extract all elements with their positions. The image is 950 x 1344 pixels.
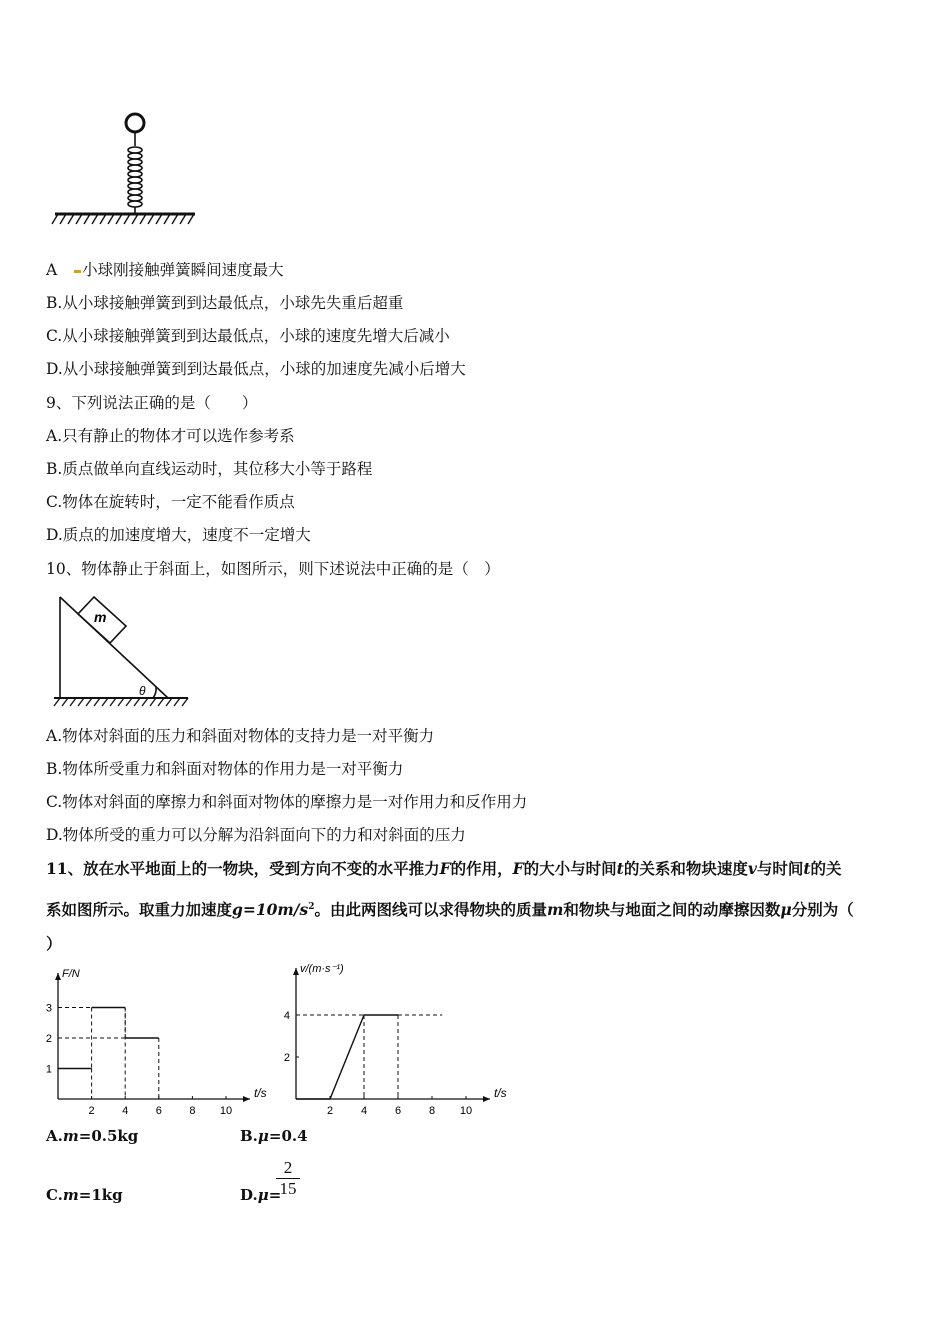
q11-option-c-value: =1kg xyxy=(78,1186,123,1204)
q11-var-t: t xyxy=(616,859,624,878)
x-tick-label: 6 xyxy=(394,1105,402,1117)
y-axis-label: v/(m·s⁻¹) xyxy=(300,963,344,975)
x-tick-label: 4 xyxy=(360,1105,368,1117)
q11-option-d-prefix: D. xyxy=(240,1186,258,1204)
q9-option-a[interactable]: A.只有静止的物体才可以选作参考系 xyxy=(46,427,295,445)
y-tick-label: 4 xyxy=(283,1010,290,1022)
y-tick-label: 2 xyxy=(283,1052,290,1064)
q11-var-t: t xyxy=(803,859,811,878)
q11-option-a-prefix: A. xyxy=(46,1127,63,1145)
q11-option-c-var: m xyxy=(62,1186,79,1204)
q11-option-a-var: m xyxy=(62,1127,79,1145)
angle-label: θ xyxy=(139,684,146,698)
q11-text: 和物块与地面之间的动摩擦因数 xyxy=(563,900,781,920)
q11-var-f: F xyxy=(512,859,524,878)
q10-option-b[interactable]: B.物体所受重力和斜面对物体的作用力是一对平衡力 xyxy=(46,760,404,778)
ball xyxy=(126,114,144,132)
q11-text: 与时间 xyxy=(756,859,804,878)
q11-option-d-fraction xyxy=(276,1158,300,1199)
q8-option-d[interactable]: D.从小球接触弹簧到到达最低点，小球的加速度先减小后增大 xyxy=(46,360,466,378)
q11-option-b-var: μ xyxy=(257,1127,269,1145)
q11-option-c-prefix: C. xyxy=(46,1186,63,1204)
q11-stem-line3: ） xyxy=(46,934,62,953)
x-tick-label: 8 xyxy=(189,1105,196,1117)
q10-stem: 10、物体静止于斜面上，如图所示，则下述说法中正确的是（ ） xyxy=(46,560,500,578)
q11-text: 的作用， xyxy=(450,859,513,878)
q11-option-a[interactable] xyxy=(46,1127,138,1145)
incline-triangle xyxy=(60,597,168,698)
q11-var-mu: μ xyxy=(780,900,792,920)
q11-text: 11、放在水平地面上的一物块，受到方向不变的水平推力 xyxy=(46,859,440,878)
q11-text: 系如图所示。取重力加速度 xyxy=(46,900,233,920)
x-tick-label: 6 xyxy=(155,1105,162,1117)
q11-option-b-value: =0.4 xyxy=(268,1127,308,1145)
ground xyxy=(52,214,195,224)
q9-option-d[interactable]: D.质点的加速度增大，速度不一定增大 xyxy=(46,526,311,544)
q11-stem-line2 xyxy=(46,897,854,920)
incline-figure xyxy=(50,592,192,710)
q11-option-d-var: μ xyxy=(257,1186,269,1204)
q8-option-a-text: 小球刚接触弹簧瞬间速度最大 xyxy=(82,261,284,279)
y-axis-label: F/N xyxy=(62,968,80,980)
q11-text: 的关 xyxy=(810,859,842,878)
x-tick-label: 10 xyxy=(219,1105,233,1117)
y-tick-label: 1 xyxy=(45,1063,52,1076)
q8-option-c[interactable]: C.从小球接触弹簧到到达最低点，小球的速度先增大后减小 xyxy=(46,327,450,345)
q11-option-b-prefix: B. xyxy=(240,1127,258,1145)
q8-option-a[interactable] xyxy=(46,260,284,280)
q8-option-b[interactable]: B.从小球接触弹簧到到达最低点，小球先失重后超重 xyxy=(46,294,404,312)
x-axis-label: t/s xyxy=(494,1086,507,1100)
y-axis-arrow xyxy=(293,968,299,975)
q11-var-v: v xyxy=(747,859,757,878)
q11-text: 的关系和物块速度 xyxy=(623,859,748,878)
x-tick-label: 8 xyxy=(428,1105,436,1117)
q11-g-value: g=10m/s xyxy=(232,900,309,920)
q10-option-a[interactable]: A.物体对斜面的压力和斜面对物体的支持力是一对平衡力 xyxy=(46,727,435,745)
fraction-denominator: 15 xyxy=(279,1179,297,1198)
velocity-time-chart xyxy=(278,962,518,1120)
x-tick-label: 2 xyxy=(326,1105,334,1117)
q11-option-c[interactable] xyxy=(46,1186,123,1204)
q9-option-b[interactable]: B.质点做单向直线运动时，其位移大小等于路程 xyxy=(46,460,373,478)
q11-text: 。由此两图线可以求得物块的质量 xyxy=(314,900,547,920)
angle-arc xyxy=(153,687,156,698)
q11-var-m: m xyxy=(546,900,564,920)
y-axis-arrow xyxy=(55,973,61,980)
incline-ground xyxy=(54,698,188,706)
velocity-line xyxy=(296,1015,398,1099)
q11-stem-line1 xyxy=(46,859,842,879)
x-tick-label: 10 xyxy=(459,1105,473,1117)
q11-var-f: F xyxy=(439,859,451,878)
q11-option-b[interactable] xyxy=(240,1127,308,1145)
q10-option-c[interactable]: C.物体对斜面的摩擦力和斜面对物体的摩擦力是一对作用力和反作用力 xyxy=(46,793,528,811)
x-axis-arrow xyxy=(243,1096,250,1102)
x-tick-label: 4 xyxy=(122,1105,129,1117)
force-time-chart xyxy=(40,965,280,1120)
q10-option-d[interactable]: D.物体所受的重力可以分解为沿斜面向下的力和对斜面的压力 xyxy=(46,826,466,844)
mass-label: m xyxy=(94,609,107,625)
marker-dot xyxy=(74,270,81,273)
y-tick-label: 3 xyxy=(45,1002,52,1015)
q9-option-c[interactable]: C.物体在旋转时，一定不能看作质点 xyxy=(46,493,295,511)
q11-g-exp: 2 xyxy=(308,902,315,912)
x-tick-label: 2 xyxy=(88,1105,95,1117)
x-axis-arrow xyxy=(483,1096,490,1102)
q11-option-a-value: =0.5kg xyxy=(78,1127,139,1145)
spring-ball-figure xyxy=(50,108,200,230)
q11-text: 分别为（ xyxy=(791,900,854,920)
y-tick-label: 2 xyxy=(45,1033,52,1045)
spring xyxy=(128,132,142,214)
q11-text: 的大小与时间 xyxy=(523,859,617,878)
q9-stem: 9、下列说法正确的是（ ） xyxy=(46,394,258,412)
q11-option-d-eq: = xyxy=(268,1186,282,1204)
q8-option-a-label: A xyxy=(46,261,58,279)
fraction-numerator: 2 xyxy=(283,1158,293,1177)
x-axis-label: t/s xyxy=(254,1086,267,1100)
